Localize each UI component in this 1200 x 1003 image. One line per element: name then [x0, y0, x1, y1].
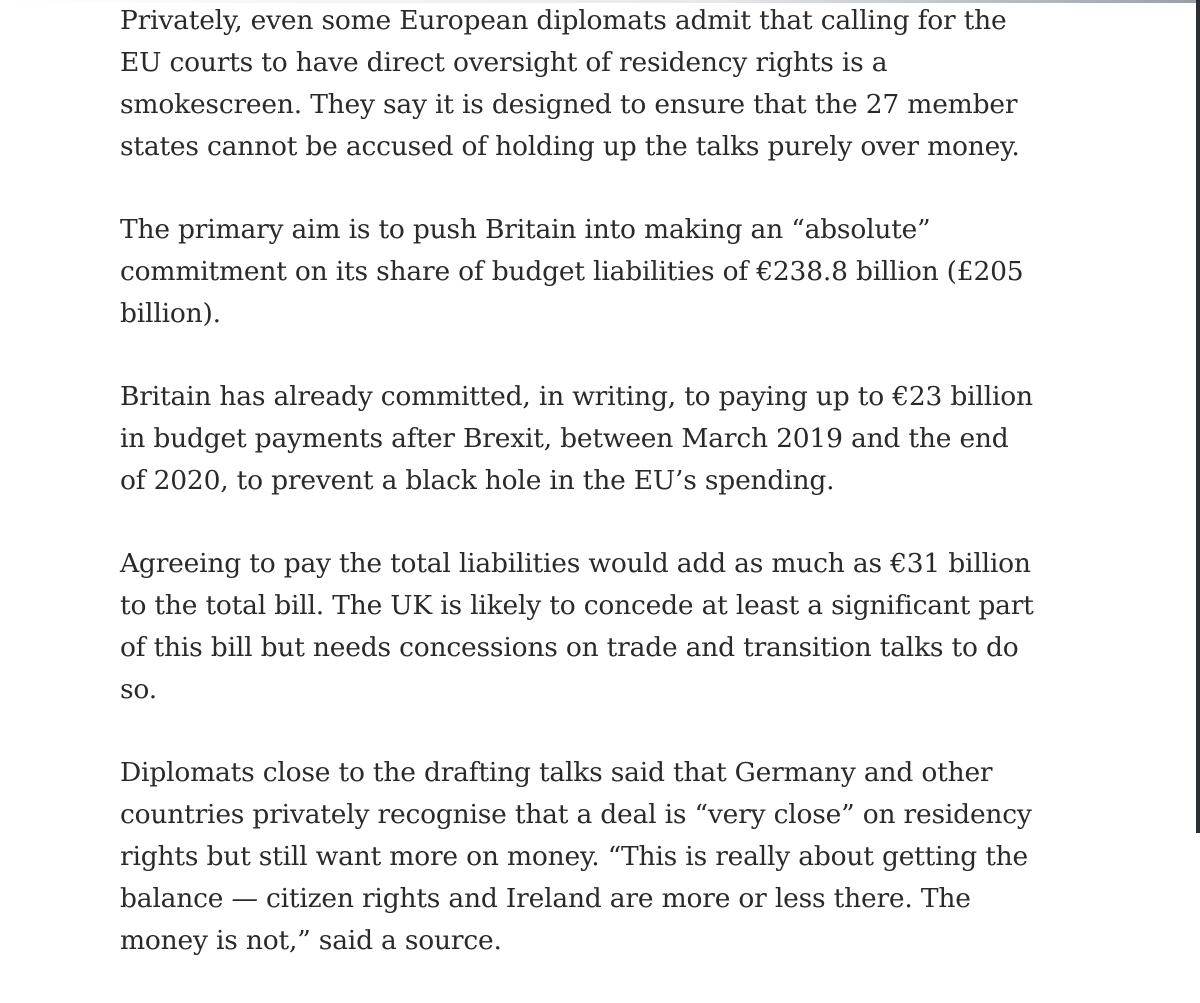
paragraph-total-liabilities: Agreeing to pay the total liabilities would add as much as €31 billion to the total bill. The UK is likely to concede at least a significant part of this bill but needs concessions on trade and transition talks to do so. [120, 548, 1034, 705]
article-body [120, 0, 1040, 1003]
paragraph-britain-committed: Britain has already committed, in writing, to paying up to €23 billion in budget payments after Brexit, between March 2019 and the end of 2020, to prevent a black hole in the EU’s spending. [120, 381, 1033, 496]
paragraph-drafting-talks: Diplomats close to the drafting talks said that Germany and other countries privately recognise that a deal is “very close” on residency rights but still want more on money. “This is really about getting the balance — citizen rights and Ireland are more or less there. The money is not,” said a source. [120, 757, 1032, 956]
window-right-edge [1196, 0, 1200, 833]
paragraph-primary-aim: The primary aim is to push Britain into making an “absolute” commitment on its share of budget liabilities of €238.8 billion (£205 billion). [120, 214, 1024, 329]
paragraph-diplomats-smokescreen: Privately, even some European diplomats admit that calling for the EU courts to have direct oversight of residency rights is a smokescreen. They say it is designed to ensure that the 27 member states cannot be accused of holding up the talks purely over money. [120, 5, 1020, 162]
